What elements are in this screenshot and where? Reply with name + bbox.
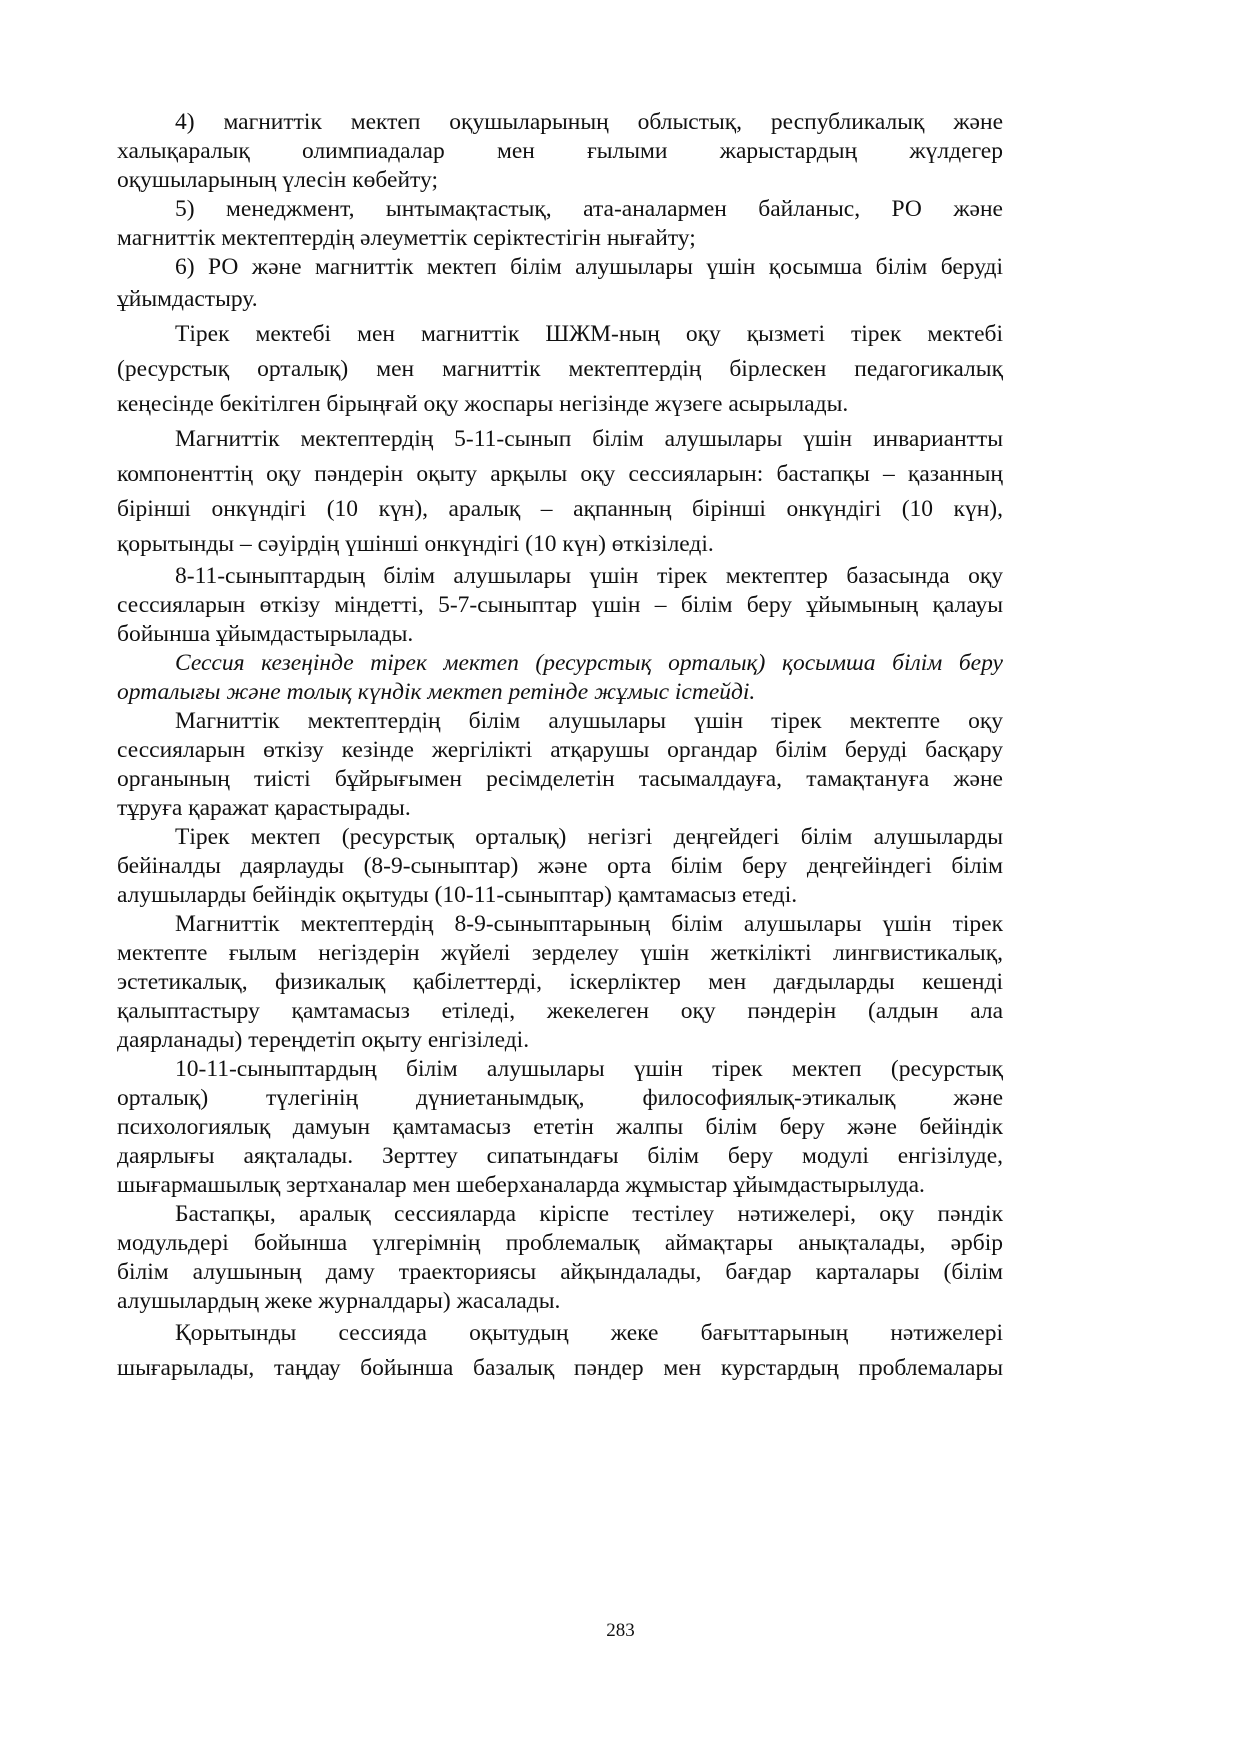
text-line: тұруға қаражат қарастырады. [117, 795, 411, 821]
text-line: 4) магниттік мектеп оқушыларының облыстық, республикалық және [175, 109, 1003, 135]
text-line: бойынша ұйымдастырылады. [117, 621, 414, 647]
text-line: органының тиісті бұйрығымен ресімделетін тасымалдауға, тамақтануға және [117, 766, 1003, 792]
paragraph-profile-training [117, 823, 1003, 910]
paragraph-local-authorities [117, 707, 1003, 823]
text-line: психологиялық дамуын қамтамасыз ететін жалпы білім беру және бейіндік [117, 1114, 1003, 1140]
text-line: бейіналды даярлауды (8-9-сыныптар) және орта білім беру деңгейіндегі білім [117, 853, 1003, 879]
text-line: даярланады) тереңдетіп оқыту енгізіледі. [117, 1027, 530, 1053]
text-line: 8-11-сыныптардың білім алушылары үшін тірек мектептер базасында оқу [175, 563, 1003, 589]
paragraph-support-school-activity [117, 317, 1003, 422]
paragraph-item-4 [117, 108, 1003, 195]
text-line: 6) РО және магниттік мектеп білім алушылары үшін қосымша білім беруді [175, 254, 1003, 280]
text-line: халықаралық олимпиадалар мен ғылыми жарыстардың жүлдегер [117, 138, 1003, 164]
text-line: 10-11-сыныптардың білім алушылары үшін тірек мектеп (ресурстық [175, 1056, 1003, 1082]
text-line: эстетикалық, физикалық қабілеттерді, іскерліктер мен дағдыларды кешенді [117, 969, 1003, 995]
paragraph-sessions-schedule [117, 422, 1003, 562]
text-line: білім алушының даму траекториясы айқындалады, бағдар карталары (білім [117, 1259, 1003, 1285]
text-line: бірінші онкүндігі (10 күн), аралық – ақпанның бірінші онкүндігі (10 күн), [117, 496, 1003, 522]
text-line: кеңесінде бекітілген бірыңғай оқу жоспары негізінде жүзеге асырылады. [117, 391, 849, 417]
paragraph-item-6 [117, 253, 1003, 317]
page-number: 283 [606, 1620, 635, 1641]
text-line: орталық) түлегінің дүниетанымдық, философиялық-этикалық және [117, 1085, 1003, 1111]
text-line: 5) менеджмент, ынтымақтастық, ата-аналармен байланыс, РО және [175, 196, 1003, 222]
text-line: Магниттік мектептердің 5-11-сынып білім алушылары үшін инвариантты [175, 426, 1003, 452]
paragraph-final-session [117, 1316, 1003, 1386]
text-line: алушыларды бейіндік оқытуды (10-11-сыныптар) қамтамасыз етеді. [117, 882, 798, 908]
paragraph-grades-10-11 [117, 1055, 1003, 1200]
text-line: қалыптастыру қамтамасыз етіледі, жекелеген оқу пәндерін (алдын ала [117, 998, 1003, 1024]
text-line: модульдері бойынша үлгерімнің проблемалық аймақтары анықталады, әрбір [117, 1230, 1003, 1256]
paragraph-session-period-italic [117, 649, 1003, 707]
text-line: Бастапқы, аралық сессияларда кіріспе тестілеу нәтижелері, оқу пәндік [175, 1201, 1003, 1227]
text-line: (ресурстық орталық) мен магниттік мектептердің бірлескен педагогикалық [117, 356, 1003, 382]
text-line: Қорытынды сессияда оқытудың жеке бағыттарының нәтижелері [175, 1320, 1003, 1346]
text-line: Тірек мектебі мен магниттік ШЖМ-ның оқу қызметі тірек мектебі [175, 321, 1003, 347]
text-line: сессияларын өткізу міндетті, 5-7-сыныптар үшін – білім беру ұйымының қалауы [117, 592, 1003, 618]
text-line: даярлығы аяқталады. Зерттеу сипатындағы білім беру модулі енгізілуде, [117, 1143, 1003, 1169]
text-line: Тірек мектеп (ресурстық орталық) негізгі деңгейдегі білім алушыларды [175, 824, 1003, 850]
text-line: Сессия кезеңінде тірек мектеп (ресурстық орталық) қосымша білім беру [175, 650, 1003, 676]
text-line: оқушыларының үлесін көбейту; [117, 167, 438, 193]
text-line: Магниттік мектептердің 8-9-сыныптарының білім алушылары үшін тірек [175, 911, 1003, 937]
paragraph-item-5 [117, 195, 1003, 253]
text-line: компоненттің оқу пәндерін оқыту арқылы оқу сессияларын: бастапқы – қазанның [117, 461, 1003, 487]
text-line: орталығы және толық күндік мектеп ретінде жұмыс істейді. [117, 679, 756, 705]
text-line: шығарылады, таңдау бойынша базалық пәндер мен курстардың проблемалары [117, 1355, 1003, 1381]
text-line: магниттік мектептердің әлеуметтік серіктестігін нығайту; [117, 225, 696, 251]
text-line: алушылардың жеке журналдары) жасалады. [117, 1288, 561, 1314]
paragraph-grades-8-11 [117, 562, 1003, 649]
text-line: шығармашылық зертханалар мен шеберханаларда жұмыстар ұйымдастырылуда. [117, 1172, 925, 1198]
text-line: Магниттік мектептердің білім алушылары үшін тірек мектепте оқу [175, 708, 1003, 734]
document-body [117, 108, 1003, 1386]
paragraph-initial-sessions [117, 1200, 1003, 1316]
text-line: қорытынды – сәуірдің үшінші онкүндігі (10 күн) өткізіледі. [117, 531, 714, 557]
paragraph-grades-8-9 [117, 910, 1003, 1055]
text-line: ұйымдастыру. [117, 286, 258, 312]
text-line: мектепте ғылым негіздерін жүйелі зерделеу үшін жеткілікті лингвистикалық, [117, 940, 1003, 966]
text-line: сессияларын өткізу кезінде жергілікті атқарушы органдар білім беруді басқару [117, 737, 1003, 763]
